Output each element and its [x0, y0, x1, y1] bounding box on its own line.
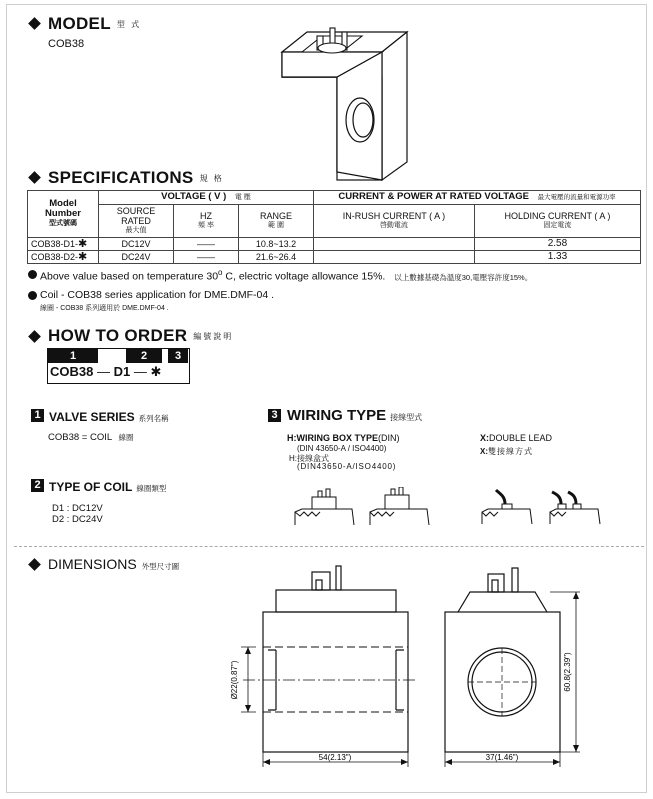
note1-zh: 以上數據基礎為溫度30,電壓容許度15%。 — [394, 272, 533, 282]
arrow-up-icon — [573, 592, 579, 599]
order-code-box — [47, 348, 190, 384]
wiring-type-num: 3 — [268, 409, 281, 422]
model-title-text: MODEL — [48, 14, 111, 33]
dimensions-title-zh: 外型尺寸圖 — [141, 562, 180, 571]
th-hz — [174, 205, 239, 238]
cell-hz: —— — [174, 251, 239, 264]
wiring-type-title-text: WIRING TYPE — [287, 407, 387, 424]
arrow-down-icon — [573, 745, 579, 752]
coil-type-d1: D1 : DC12V — [52, 503, 103, 514]
wiring-h-sub: (DIN 43650-A / ISO4400) — [297, 444, 387, 453]
note1-text-b: C, electric voltage allowance 15%. — [222, 270, 386, 283]
th-hz-zh: 頻 率 — [198, 222, 214, 229]
th-hz-text: HZ — [200, 211, 212, 221]
order-num-bar-3: 3 — [168, 349, 188, 363]
dimensions-title — [48, 556, 179, 572]
cell-holding: 1.33 — [474, 251, 640, 264]
th-voltage-text: VOLTAGE ( V ) — [161, 191, 227, 202]
valve-series-title-text: VALVE SERIES — [49, 410, 135, 424]
note1-text-a: Above value based on temperature 30 — [40, 270, 219, 283]
order-code-part2: D1 — [113, 364, 131, 379]
dimension-side-view — [430, 562, 590, 772]
wiring-h-zh: H:接線盒式 — [289, 454, 329, 463]
wiring-h-label-a: H: — [287, 433, 297, 443]
spec-table — [27, 190, 641, 264]
dim-diameter-label: Ø22(0.87") — [230, 660, 239, 700]
th-range — [239, 205, 314, 238]
order-num-bar-1: 1 — [48, 349, 98, 363]
th-holding — [474, 205, 640, 238]
wiring-box-sketches — [292, 487, 442, 529]
valve-series-title-zh: 系列名稱 — [138, 414, 169, 423]
wiring-x-zh-b: 雙接線方式 — [488, 447, 533, 456]
th-inrush — [314, 205, 475, 238]
spec-title — [48, 168, 224, 188]
th-current-power — [314, 191, 641, 205]
valve-series-value-text: COB38 = COIL — [48, 432, 112, 443]
order-code-dash1: — — [96, 364, 110, 379]
valve-series-num: 1 — [31, 409, 44, 422]
wiring-type-title-zh: 接線型式 — [390, 413, 423, 422]
asterisk-icon: ✱ — [78, 238, 88, 250]
order-title — [48, 326, 233, 346]
note1-degree: o — [218, 268, 223, 277]
model-name: COB38 — [48, 38, 85, 50]
wiring-h-label — [287, 433, 400, 443]
valve-series-title — [49, 410, 169, 424]
asterisk-icon: ✱ — [150, 364, 162, 379]
coil-illustration — [262, 22, 442, 182]
th-inrush-zh: 啓動電流 — [379, 222, 408, 229]
note1 — [40, 268, 532, 283]
note2-zh: 線圈 - COB38 系列適用於 DME.DMF-04 . — [40, 305, 169, 312]
cell-range: 21.6~26.4 — [239, 251, 314, 264]
wiring-x-label-b: DOUBLE LEAD — [489, 433, 553, 443]
cell-source: DC12V — [99, 238, 174, 251]
model-title-zh: 型 式 — [116, 20, 142, 30]
wiring-type-title — [287, 407, 422, 424]
dimension-front-view — [228, 562, 418, 772]
order-title-zh: 編號說明 — [193, 332, 234, 342]
asterisk-icon: ✱ — [78, 251, 88, 263]
dim-width-label: 54(2.13") — [318, 753, 352, 762]
order-code-line — [50, 364, 161, 380]
coil-type-title-text: TYPE OF COIL — [49, 480, 133, 494]
cell-model-text: COB38-D2- — [31, 252, 79, 262]
wiring-h-label-b: WIRING BOX TYPE — [296, 433, 379, 443]
th-source-rated — [99, 205, 174, 238]
th-current-power-text: CURRENT & POWER AT RATED VOLTAGE — [338, 191, 529, 202]
th-voltage — [99, 191, 314, 205]
note1-bullet — [28, 270, 37, 279]
cell-inrush — [314, 251, 475, 264]
th-current-power-zh: 最大電壓的流量和電源功率 — [537, 194, 616, 201]
cell-hz: —— — [174, 238, 239, 251]
order-code-dash2: — — [133, 364, 147, 379]
dim-depth-label: 37(1.46") — [485, 753, 519, 762]
table-row — [28, 238, 641, 251]
model-title — [48, 14, 141, 34]
valve-series-value — [48, 432, 133, 443]
cell-model — [28, 251, 99, 264]
dimensions-title-text: DIMENSIONS — [48, 556, 137, 572]
spec-title-text: SPECIFICATIONS — [48, 168, 194, 187]
dim-height-label: 60.8(2.39") — [563, 652, 572, 692]
coil-type-d2: D2 : DC24V — [52, 514, 103, 525]
th-voltage-zh: 電 壓 — [234, 194, 251, 201]
th-model-number-text: Model Number — [45, 198, 81, 219]
cell-inrush — [314, 238, 475, 251]
th-model-number-zh: 型式號碼 — [49, 220, 77, 227]
arrow-right-icon — [401, 759, 408, 765]
order-num-bar-2: 2 — [126, 349, 162, 363]
th-range-zh: 範 圍 — [268, 222, 284, 229]
cell-model — [28, 238, 99, 251]
order-code-part1: COB38 — [50, 364, 94, 379]
order-title-text: HOW TO ORDER — [48, 326, 188, 345]
th-source-rated-zh: 最大值 — [125, 227, 147, 234]
wiring-x-zh-a: X: — [480, 447, 488, 456]
cell-model-text: COB38-D1- — [31, 239, 79, 249]
arrow-up-icon — [245, 647, 251, 654]
table-row — [28, 251, 641, 264]
section-divider — [14, 546, 644, 547]
arrow-left-icon — [445, 759, 452, 765]
arrow-down-icon — [245, 705, 251, 712]
spec-title-zh: 規 格 — [199, 174, 224, 184]
arrow-left-icon — [263, 759, 270, 765]
coil-type-num: 2 — [31, 479, 44, 492]
double-lead-sketches — [480, 484, 605, 529]
cell-source: DC24V — [99, 251, 174, 264]
wiring-h-label-c: (DIN) — [378, 433, 400, 443]
valve-series-value-zh: 線圈 — [118, 433, 134, 442]
coil-type-title-zh: 線圈類型 — [136, 484, 167, 493]
note2-bullet — [28, 291, 37, 300]
wiring-x-zh — [480, 446, 533, 457]
th-model-number — [28, 191, 99, 238]
arrow-right-icon — [553, 759, 560, 765]
cell-holding: 2.58 — [474, 238, 640, 251]
note2: Coil - COB38 series application for DME.DMF-04 . — [40, 289, 274, 301]
th-holding-text: HOLDING CURRENT ( A ) — [504, 211, 611, 221]
th-inrush-text: IN-RUSH CURRENT ( A ) — [342, 211, 446, 221]
wiring-x-label — [480, 433, 552, 443]
wiring-x-label-a: X: — [480, 433, 489, 443]
th-source-rated-text: SOURCE RATED — [116, 206, 156, 226]
coil-type-title — [49, 480, 166, 494]
th-range-text: RANGE — [259, 211, 292, 221]
th-holding-zh: 固定電流 — [543, 222, 572, 229]
wiring-h-zh-sub: (DIN43650-A/ISO4400) — [297, 462, 397, 471]
cell-range: 10.8~13.2 — [239, 238, 314, 251]
